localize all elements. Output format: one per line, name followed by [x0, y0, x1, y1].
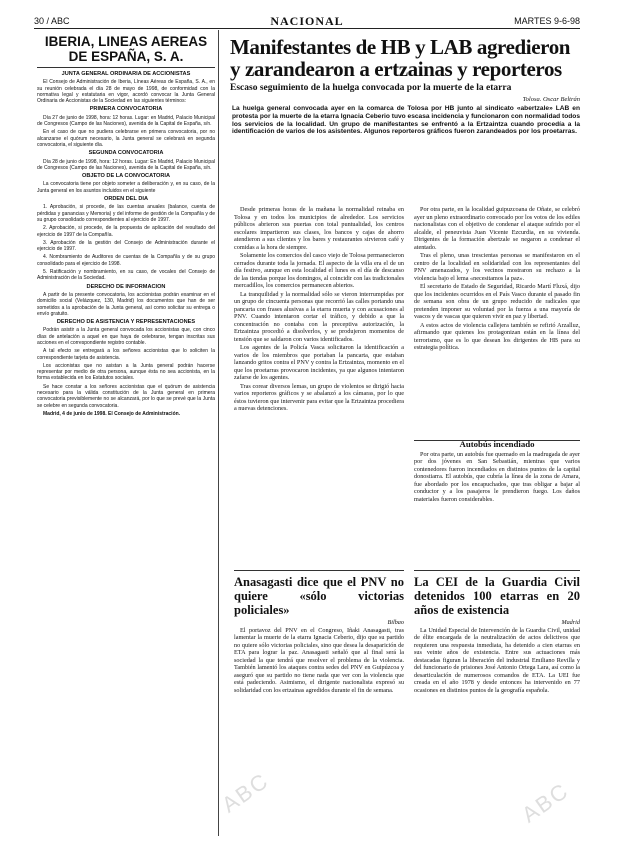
box-headline: Anasagasti dice que el PNV no quiere «sólo victorias policiales»	[234, 575, 404, 617]
article-column-1	[234, 206, 404, 564]
page-header	[34, 14, 580, 29]
article-paragraph: Por otra parte, en la localidad guipuzcoana de Oñate, se celebró ayer un pleno extraordinario convocado por los votos de los ediles nacionalistas con el objetivo de condenar el ataque sufrido por el alcalde, el peneuvista Juan Vicente Ezcurdia, en su vivienda. Dirigentes de la formación abertzale se negaron a condenar el atentado.	[414, 206, 580, 251]
iberia-notice	[34, 30, 219, 836]
box-paragraph: Por otra parte, un autobús fue quemado en la madrugada de ayer por dos jóvenes en San Sebastián, mientras que varios contenedores fueron incendiados en distintos puntos de la capital donostiarra. El autobús, que cubría la línea de la zona de Amara, fue abordado por los encapuchados, que tras obligar a bajar al conductor y a los pasajeros le prendieron fuego. Los daños materiales fueron considerables.	[414, 450, 580, 503]
notice-paragraph: Día 27 de junio de 1998, hora: 12 horas. Lugar: en Madrid, Palacio Municipal de Congresos (Campo de las Naciones), avenida de la Capital de España, s/n.	[37, 114, 215, 128]
notice-paragraph: La convocatoria tiene por objeto someter a deliberación y, en su caso, de la Junta general en los asuntos incluidos en el siguiente	[37, 181, 215, 194]
main-article	[226, 30, 582, 836]
article-paragraph: Tras corear diversos lemas, un grupo de violentos se dirigió hacia varios reporteros gráficos y se abalanzó a los cámaras, por lo que éstos tuvieron que intervenir para evitar que la Ertzaintza procediera a nuevas detenciones.	[234, 382, 404, 412]
notice-paragraph: Se hace constar a los señores accionistas que el quórum de asistencia necesario para la válida constitución de la Junta general en primera convocatoria previsiblemente no se alcanzará, por lo que se prevé que la Junta se celebre en segunda convocatoria.	[37, 383, 215, 409]
issue-date: MARTES 9-6-98	[514, 16, 580, 26]
section-heading: DERECHO DE INFORMACION	[86, 283, 166, 290]
section-title: NACIONAL	[270, 14, 344, 28]
bus-fire-box	[414, 440, 580, 569]
notice-paragraph: Día 28 de junio de 1998, hora: 12 horas. Lugar: En Madrid, Palacio Municipal de Congresos (Campo de las Naciones), avenida de la Capital de España, s/n.	[37, 158, 215, 171]
article-paragraph: A estos actos de violencia callejera también se refirió Arzalluz, afirmando que quienes los protagonizan están en la línea del terrorismo, que es lo que desean los dirigentes de HB para su estrategia política.	[414, 321, 580, 351]
notice-paragraph: A partir de la presente convocatoria, los accionistas podrán examinar en el domicilio social (Velázquez, 130, Madrid) los documentos que han de ser sometidos a la aprobación de la Junta general, así como solicitar su entrega o envío gratuito.	[37, 291, 215, 317]
article-paragraph: Los agentes de la Policía Vasca solicitaron la identificación a varios de los miembros que portaban la pancarta, que estaban lanzando gritos contra el PNV y contra la Ertzaintza, momento en el que los proetarras provocaron incidentes, ya que algunos intentaron zafarse de los agentes.	[234, 344, 404, 381]
lead-paragraph: La huelga general convocada ayer en la comarca de Tolosa por HB junto al sindicato «abertzale» LAB en protesta por la muerte de la etarra Ignacia Ceberio tuvo escasa incidencia y funcionaron con normalidad todos los servicios de la localidad. Un grupo de manifestantes se enfrentó a la Ertzaintza cuando procedía a la identificación de varios de los asistentes. Algunos reporteros gráficos fueron zarandeados por los proetarras.	[232, 105, 580, 136]
box-headline: La CEI de la Guardia Civil detenidos 100 etarras en 20 años de existencia	[414, 575, 580, 617]
section-heading: DERECHO DE ASISTENCIA Y REPRESENTACIONES	[56, 319, 196, 326]
notice-title: IBERIA, LINEAS AEREAS DE ESPAÑA, S. A.	[44, 34, 208, 64]
notice-footer: Madrid, 4 de junio de 1998. El Consejo de Administración.	[43, 410, 181, 417]
box-paragraph: El portavoz del PNV en el Congreso, Iñaki Anasagasti, tras lamentar la muerte de la etarra Ignacia Ceberio, dijo que su partido no quiere sólo victorias policiales, sino que desea la desaparición de ETA para lograr la paz. Anasagasti señaló que al final será la sociedad la que tendrá que resolver el problema de la violencia. También lamentó los ataques contra sedes del PNV en Guipúzcoa y aseguró que su partido no tiene nada que ver con la violencia que está padeciendo. Asimismo, el dirigente nacionalista expresó su solidaridad con los ertzainas agredidos durante el fin de semana.	[234, 626, 404, 694]
notice-paragraph: Podrán asistir a la Junta general convocada los accionistas que, con cinco días de antelación a aquel en que haya de celebrarse, tengan inscritas sus acciones en el correspondiente registro contable.	[37, 327, 215, 346]
agenda-item: 3. Aprobación de la gestión del Consejo de Administración durante el ejercicio de 1997.	[37, 239, 215, 253]
headline: Manifestantes de HB y LAB agredieron y zarandearon a ertzainas y reporteros	[230, 35, 571, 81]
section-heading: SEGUNDA CONVOCATORIA	[88, 150, 164, 157]
box-paragraph: La Unidad Especial de Intervención de la Guardia Civil, unidad de élite encargada de la neutralización de actos delictivos que requieren una respuesta inmediata, ha detenido a cien etarras en sus veinte años de existencia. Entre sus actuaciones más destacadas figuran la liberación del industrial Emiliano Revilla y del funcionario de prisiones José Antonio Ortega Lara, así como la desarticulación de numerosos comandos de ETA. La UEI fue creada en el año 1978 y desde entonces ha intervenido en 77 ocasiones en distintos puntos de la geografía española.	[414, 626, 580, 694]
divider	[37, 67, 215, 68]
article-paragraph: Solamente los comercios del casco viejo de Tolosa permanecieron cerrados durante toda la jornada. El aspecto de la villa era el de un día festivo, aunque en esta localidad el lunes es el día de descanso de las tiendas porque los domingos, al coincidir con las tradicionales mercadillos, los comercios permanecen abiertos.	[234, 252, 404, 289]
article-paragraph: Desde primeras horas de la mañana la normalidad reinaba en Tolosa y en todos los municipios de alrededor. Los servicios públicos abrieron sus puertas con total puntualidad, los centros escolares impartieron sus clases, los bancos y cajas de ahorro atendieron a sus clientes y los bares y restaurantes sirvieron café y comidas a la hora de siempre.	[234, 206, 404, 251]
agenda-item: 2. Aprobación, si procede, de la propuesta de aplicación del resultado del ejercicio de 1997 de la Compañía.	[37, 225, 215, 238]
notice-paragraph: Los accionistas que no asistan a la Junta general podrán hacerse representar por medio de otra persona, aunque ésta no sea accionista, en la forma establecida en los Estatutos sociales.	[37, 362, 215, 382]
section-heading: ORDEN DEL DIA	[103, 196, 149, 203]
byline: Tolosa. Oscar Beltrán	[522, 96, 580, 103]
page-number: 30 / ABC	[34, 16, 70, 26]
box-headline: Autobús incendiado	[459, 440, 535, 449]
dateline: Bilbao	[387, 619, 404, 626]
subheadline: Escaso seguimiento de la huelga convocada por la muerte de la etarra	[230, 83, 512, 93]
article-column-2	[414, 206, 580, 438]
notice-subtitle: JUNTA GENERAL ORDINARIA DE ACCIONISTAS	[61, 71, 191, 77]
watermark: ABC	[217, 767, 274, 818]
watermark: ABC	[517, 777, 574, 828]
agenda-item: 1. Aprobación, si procede, de las cuentas anuales (balance, cuenta de pérdidas y ganancias y Memoria) y del informe de gestión de la Compañía y de su grupo consolidado correspondientes al ejercicio de 1997.	[37, 204, 215, 223]
notice-paragraph: El Consejo de Administración de Iberia, Líneas Aéreas de España, S. A., en su reunión celebrada el día 28 de mayo de 1998, de conformidad con la normativa legal y estatutaria en vigor, acordó convocar la Junta General Ordinaria de Accionistas de la Sociedad en las siguientes términos:	[37, 79, 215, 105]
notice-paragraph: A tal efecto se entregará a los señores accionistas que lo soliciten la correspondiente tarjeta de asistencia.	[37, 348, 215, 361]
notice-paragraph: En el caso de que no pudiera celebrarse en primera convocatoria, por no alcanzarse el quórum necesario, la Junta general se celebrará en segunda convocatoria, el siguiente día.	[37, 129, 215, 148]
section-heading: OBJETO DE LA CONVOCATORIA	[81, 173, 171, 180]
agenda-item: 4. Nombramiento de Auditores de cuentas de la Compañía y de su grupo consolidado para el ejercicio de 1998.	[37, 254, 215, 267]
article-paragraph: La tranquilidad y la normalidad sólo se vieron interrumpidas por un grupo de cincuenta personas que recorrió las calles portando una pancarta con frases alusivas a la etarra muerta y con acusaciones al PNV. Cuando intentaron cortar el tráfico, y debido a que la concentración no contaba con la preceptiva autorización, la Ertzaintza procedió a disolverlos, y se produjeron momentos de tensión que se saldaron con varios identificados.	[234, 290, 404, 343]
article-paragraph: El secretario de Estado de Seguridad, Ricardo Martí Fluxá, dijo que los incidentes ocurridos en el País Vasco durante el pasado fin de semana son obra de un grupo reducido de radicales que pretenden imponer su voluntad por la fuerza a una mayoría de vascos y de vascas que quieren vivir en paz y libertad.	[414, 283, 580, 320]
agenda-item: 5. Ratificación y nombramiento, en su caso, de vocales del Consejo de Administración de la Sociedad.	[37, 269, 215, 282]
dateline: Madrid	[561, 619, 580, 626]
section-heading: PRIMERA CONVOCATORIA	[89, 106, 163, 113]
article-paragraph: Tras el pleno, unas trescientas personas se manifestaron en el centro de la localidad en solidaridad con los representantes del PNV amenazados, y los vecinos mostraron su rechazo a la violencia bajo el lema «necesitamos la paz».	[414, 252, 580, 282]
